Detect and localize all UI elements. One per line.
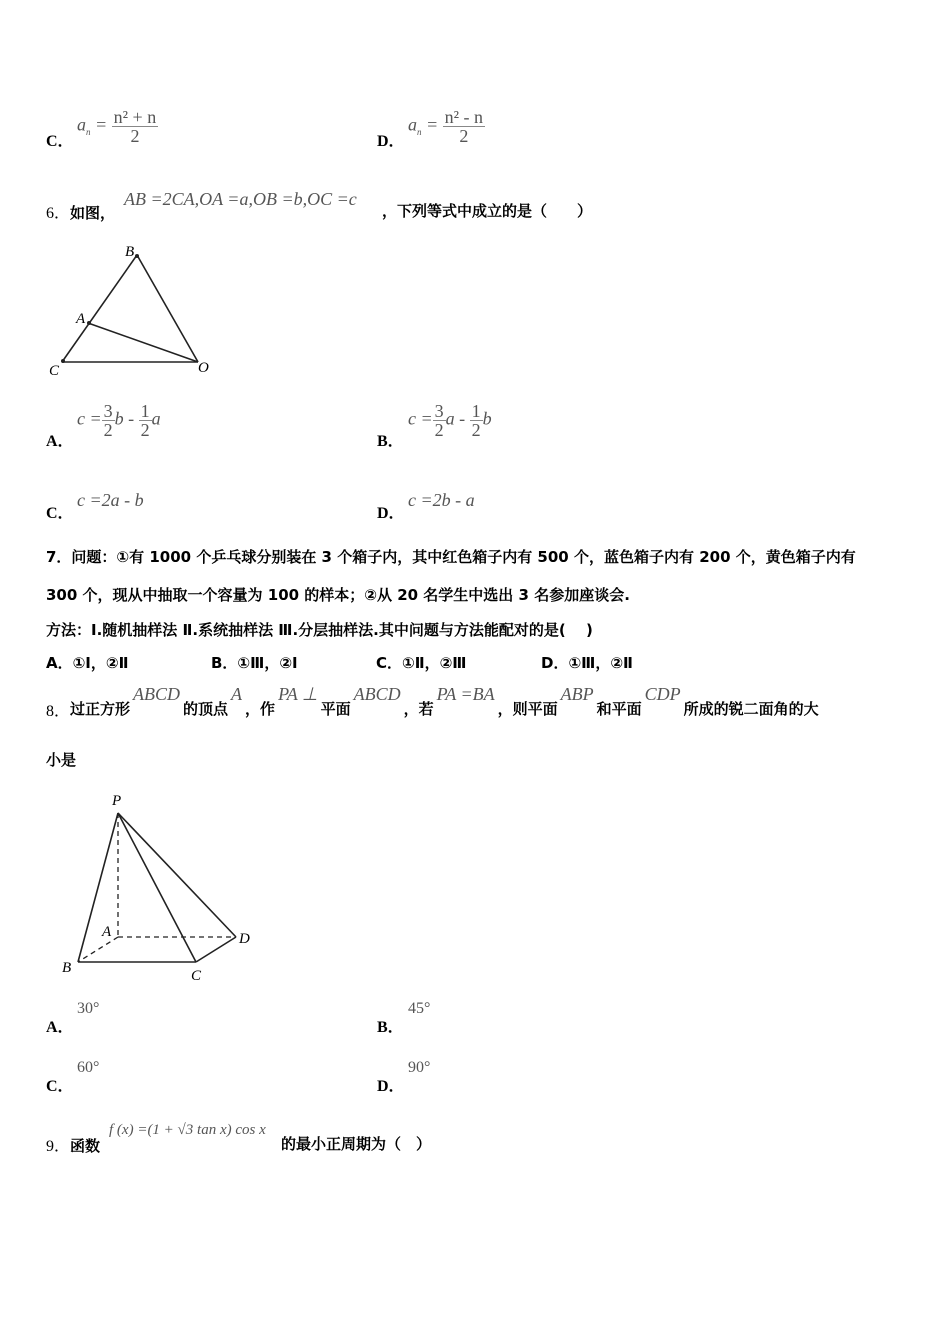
q5-option-c-expr: $a_n$ = $\frac{\text{n² + n}}{2}$ — [77, 107, 157, 146]
q8-label-p: P — [112, 793, 122, 809]
q6-question: ，下列等式中成立的是（ ） — [382, 202, 593, 220]
q6-option-b-label: B． — [377, 433, 404, 450]
q7-line-1: 7．问题：①有 1000 个乒乓球分别装在 3 个箱子内，其中红色箱子内有 500 个，蓝色箱子内有 200 个，黄色箱子内有 — [46, 548, 856, 566]
q8-option-b-label: B． — [377, 1019, 404, 1036]
q6-option-d-expr: c =2b - a — [408, 490, 475, 510]
q8-option-c-value: 60° — [77, 1059, 100, 1076]
q6-option-a-expr: c = $\frac{3}{2}$ b - $\frac{1}{2}$ a — [77, 401, 161, 440]
q6-label-b: B — [125, 244, 135, 260]
q7-option-c: C．①Ⅱ，②Ⅲ — [376, 654, 467, 672]
q6-label-a: A — [76, 311, 86, 327]
q6-option-a-label: A． — [46, 433, 74, 450]
q7-option-d: D．①Ⅲ，②Ⅱ — [541, 654, 633, 672]
q8-label-c: C — [191, 968, 202, 984]
q8-option-b-value: 45° — [408, 1000, 431, 1017]
q8-label-d: D — [239, 931, 250, 947]
q6-option-c-expr: c =2a - b — [77, 490, 144, 510]
q6-label-c: C — [49, 363, 60, 379]
q7-option-a: A．①Ⅰ，②Ⅱ — [46, 654, 129, 672]
q5-option-d-expr: $a_n$ = $\frac{\text{n² - n}}{2}$ — [408, 107, 484, 146]
q8-stem-line-2: 小是 — [46, 751, 77, 769]
q7-line-2: 300 个，现从中抽取一个容量为 100 的样本；②从 20 名学生中选出 3 名参加座谈会. — [46, 586, 630, 604]
q6-option-c-label: C． — [46, 505, 74, 522]
q8-option-c-label: C． — [46, 1078, 74, 1095]
q7-line-3: 方法：Ⅰ.随机抽样法 Ⅱ.系统抽样法 Ⅲ.分层抽样法.其中问题与方法能配对的是( ) — [46, 621, 593, 639]
q8-label-a: A — [102, 924, 112, 940]
q6-option-b-expr: c = $\frac{3}{2}$ a - $\frac{1}{2}$ b — [408, 401, 492, 440]
q9-expr: f (x) =(1 + √3 tan x) cos x — [109, 1122, 266, 1138]
q6-label-o: O — [198, 360, 209, 376]
q8-stem: 8． 过正方形 ABCD 的顶点 A ，作 PA ⊥ 平面 ABCD ，若 PA =BA ，则平面 ABP 和平面 CDP 所成的锐二面角的大 — [46, 684, 819, 720]
q8-option-d-label: D． — [377, 1078, 405, 1095]
q8-option-d-value: 90° — [408, 1059, 431, 1076]
q8-option-a-value: 30° — [77, 1000, 100, 1017]
q6-condition: AB =2CA,OA =a,OB =b,OC =c — [124, 189, 357, 209]
q8-label-b: B — [62, 960, 72, 976]
q9-stem: 9．函数 — [46, 1137, 101, 1155]
q6-stem: 6．如图， — [46, 204, 116, 222]
q5-option-c-label: C． — [46, 133, 74, 150]
q8-option-a-label: A． — [46, 1019, 74, 1036]
q9-question: 的最小正周期为（ ） — [281, 1135, 432, 1153]
q7-option-b: B．①Ⅲ，②Ⅰ — [211, 654, 298, 672]
q6-option-d-label: D． — [377, 505, 405, 522]
q5-option-d-label: D． — [377, 133, 405, 150]
